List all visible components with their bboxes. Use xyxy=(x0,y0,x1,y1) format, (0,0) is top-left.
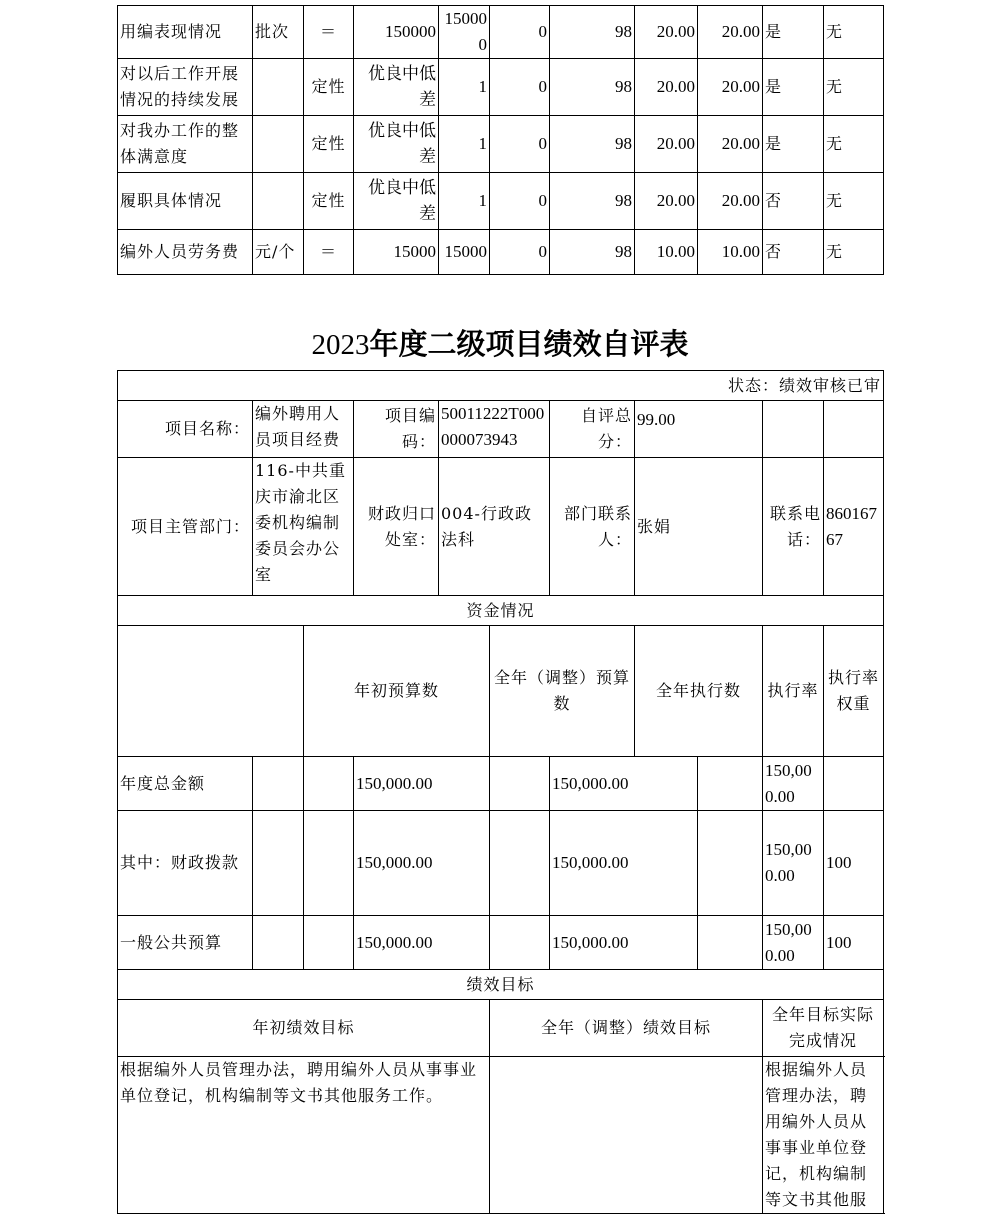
indicator-note: 无 xyxy=(824,6,884,59)
indicator-weight: 20.00 xyxy=(635,6,698,59)
indicator-table xyxy=(117,5,884,275)
indicator-row xyxy=(118,230,884,275)
indicator-target: 优良中低差 xyxy=(354,59,439,116)
indicator-name: 对我办工作的整体满意度 xyxy=(118,116,253,173)
contact-value: 张娟 xyxy=(635,458,763,596)
indicator-weight: 20.00 xyxy=(635,116,698,173)
finance-office-value: 004-行政政法科 xyxy=(439,458,550,596)
indicator-actual: 1 xyxy=(439,116,490,173)
indicator-target: 15000 xyxy=(354,230,439,275)
indicator-target: 优良中低差 xyxy=(354,173,439,230)
project-code-value: 50011222T000000073943 xyxy=(439,401,550,458)
self-score-label: 自评总分： xyxy=(550,401,635,458)
indicator-note: 无 xyxy=(824,116,884,173)
indicator-name: 履职具体情况 xyxy=(118,173,253,230)
funds-row xyxy=(118,916,884,970)
indicator-weight: 10.00 xyxy=(635,230,698,275)
indicator-weight: 20.00 xyxy=(635,59,698,116)
indicator-flag: 是 xyxy=(763,6,824,59)
contact-label: 部门联系人： xyxy=(550,458,635,596)
indicator-rate: 98 xyxy=(550,173,635,230)
indicator-row xyxy=(118,116,884,173)
indicator-deviation: 0 xyxy=(490,59,550,116)
indicator-score: 20.00 xyxy=(698,6,763,59)
indicator-name: 对以后工作开展情况的持续发展 xyxy=(118,59,253,116)
phone-label: 联系电话： xyxy=(763,458,824,596)
project-name-value: 编外聘用人员项目经费 xyxy=(253,401,354,458)
funds-budget: 150,000.00 xyxy=(354,916,490,970)
indicator-name: 用编表现情况 xyxy=(118,6,253,59)
phone-value: 86016767 xyxy=(824,458,884,596)
page-title: 2023年度二级项目绩效自评表 xyxy=(311,327,689,361)
header-budget: 年初预算数 xyxy=(304,626,490,757)
indicator-deviation: 0 xyxy=(490,230,550,275)
indicator-unit xyxy=(253,173,304,230)
evaluation-table xyxy=(117,370,884,1214)
indicator-name: 编外人员劳务费 xyxy=(118,230,253,275)
indicator-target: 优良中低差 xyxy=(354,116,439,173)
goals-col-initial: 年初绩效目标 xyxy=(118,1000,490,1057)
indicator-actual: 1 xyxy=(439,59,490,116)
indicator-unit xyxy=(253,116,304,173)
indicator-score: 10.00 xyxy=(698,230,763,275)
indicator-row xyxy=(118,173,884,230)
funds-executed: 150,000.00 xyxy=(763,811,824,916)
goals-section-title: 绩效目标 xyxy=(118,970,884,1000)
indicator-deviation: 0 xyxy=(490,116,550,173)
goals-col-adjusted: 全年（调整）绩效目标 xyxy=(490,1000,763,1057)
goals-initial-text: 根据编外人员管理办法，聘用编外人员从事事业单位登记，机构编制等文书其他服务工作。 xyxy=(118,1057,490,1214)
goals-col-actual: 全年目标实际完成情况 xyxy=(763,1000,884,1057)
indicator-operator: 定性 xyxy=(304,173,354,230)
dept-value: 116-中共重庆市渝北区委机构编制委员会办公室 xyxy=(253,458,354,596)
indicator-unit: 批次 xyxy=(253,6,304,59)
funds-row-label: 其中：财政拨款 xyxy=(118,811,253,916)
indicator-flag: 是 xyxy=(763,59,824,116)
funds-adjusted: 150,000.00 xyxy=(550,811,698,916)
header-weight: 执行率权重 xyxy=(824,626,884,757)
funds-row xyxy=(118,757,884,811)
indicator-rate: 98 xyxy=(550,6,635,59)
indicator-actual: 150000 xyxy=(439,6,490,59)
dept-label: 项目主管部门： xyxy=(118,458,253,596)
indicator-deviation: 0 xyxy=(490,6,550,59)
indicator-operator: 定性 xyxy=(304,59,354,116)
indicator-flag: 否 xyxy=(763,230,824,275)
project-name-label: 项目名称： xyxy=(118,401,253,458)
funds-section-title: 资金情况 xyxy=(118,596,884,626)
status-badge: 状态：绩效审核已审 xyxy=(118,371,884,401)
indicator-target: 150000 xyxy=(354,6,439,59)
indicator-note: 无 xyxy=(824,59,884,116)
funds-adjusted: 150,000.00 xyxy=(550,757,698,811)
indicator-score: 20.00 xyxy=(698,59,763,116)
indicator-note: 无 xyxy=(824,230,884,275)
indicator-actual: 1 xyxy=(439,173,490,230)
header-executed: 全年执行数 xyxy=(635,626,763,757)
indicator-unit: 元/个 xyxy=(253,230,304,275)
self-score-value: 99.00 xyxy=(635,401,763,458)
funds-rate xyxy=(824,757,884,811)
funds-adjusted: 150,000.00 xyxy=(550,916,698,970)
indicator-flag: 否 xyxy=(763,173,824,230)
indicator-rate: 98 xyxy=(550,230,635,275)
funds-rate: 100 xyxy=(824,916,884,970)
funds-row-label: 年度总金额 xyxy=(118,757,253,811)
indicator-score: 20.00 xyxy=(698,173,763,230)
goals-actual-text: 根据编外人员管理办法，聘用编外人员从事事业单位登记，机构编制等文书其他服 xyxy=(763,1057,884,1214)
indicator-row xyxy=(118,6,884,59)
indicator-actual: 15000 xyxy=(439,230,490,275)
funds-rate: 100 xyxy=(824,811,884,916)
indicator-rate: 98 xyxy=(550,59,635,116)
funds-budget: 150,000.00 xyxy=(354,811,490,916)
funds-row xyxy=(118,811,884,916)
project-code-label: 项目编码： xyxy=(354,401,439,458)
indicator-operator: 定性 xyxy=(304,116,354,173)
indicator-rate: 98 xyxy=(550,116,635,173)
goals-adjusted-text xyxy=(490,1057,763,1214)
indicator-unit xyxy=(253,59,304,116)
funds-executed: 150,000.00 xyxy=(763,916,824,970)
finance-office-label: 财政归口处室： xyxy=(354,458,439,596)
indicator-operator: ＝ xyxy=(304,6,354,59)
indicator-score: 20.00 xyxy=(698,116,763,173)
funds-row-label: 一般公共预算 xyxy=(118,916,253,970)
indicator-flag: 是 xyxy=(763,116,824,173)
indicator-operator: ＝ xyxy=(304,230,354,275)
indicator-deviation: 0 xyxy=(490,173,550,230)
indicator-note: 无 xyxy=(824,173,884,230)
indicator-row xyxy=(118,59,884,116)
indicator-weight: 20.00 xyxy=(635,173,698,230)
funds-executed: 150,000.00 xyxy=(763,757,824,811)
funds-budget: 150,000.00 xyxy=(354,757,490,811)
header-adjusted: 全年（调整）预算数 xyxy=(490,626,635,757)
header-rate: 执行率 xyxy=(763,626,824,757)
